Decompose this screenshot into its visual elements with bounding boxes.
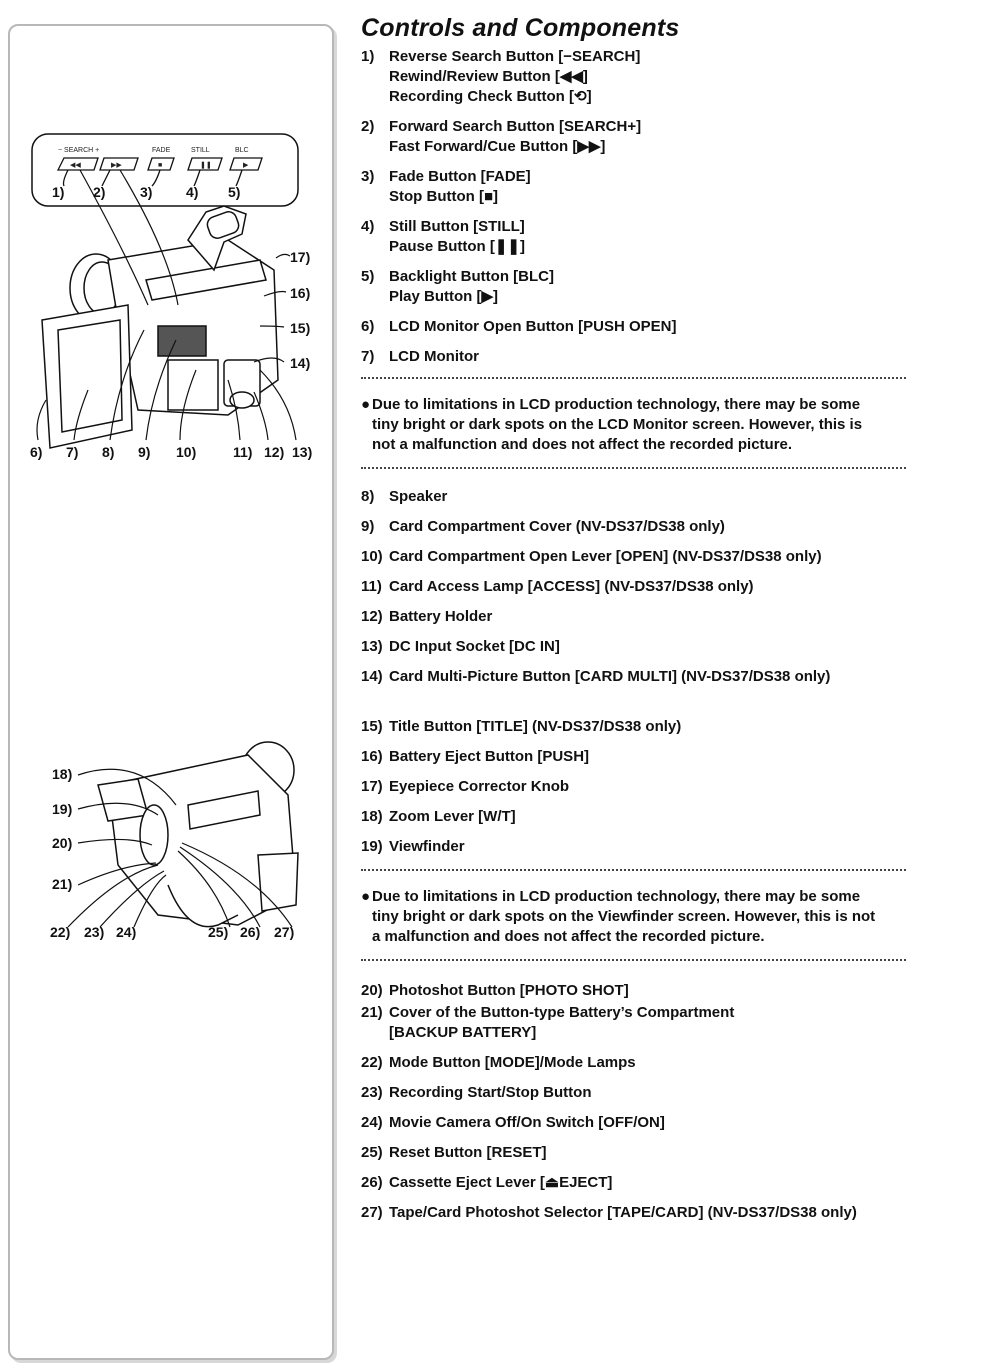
button-glyph-ff: ▶▶ (111, 162, 122, 169)
panel-label-fade: FADE (152, 147, 171, 154)
panel-label-search: − SEARCH + (58, 147, 100, 154)
panel-label-still: STILL (191, 147, 210, 154)
callout-22: 22) (50, 924, 71, 940)
callout-9: 9) (138, 444, 151, 460)
list-item: 12) Battery Holder (361, 608, 493, 625)
callout-21: 21) (52, 876, 73, 892)
list-item: 4) Still Button [STILL] Pause Button [❚❚] (361, 218, 525, 255)
callout-24: 24) (116, 924, 137, 940)
callout-5: 5) (228, 184, 241, 200)
list-item: 27) Tape/Card Photoshot Selector [TAPE/CARD] (NV-DS37/DS38 only) (361, 1204, 857, 1221)
button-glyph-stop: ■ (158, 162, 163, 169)
list-item: 22) Mode Button [MODE]/Mode Lamps (361, 1054, 636, 1071)
callout-18: 18) (52, 766, 73, 782)
list-item: 13) DC Input Socket [DC IN] (361, 638, 560, 655)
callout-11: 11) (233, 444, 253, 460)
list-item: 15) Title Button [TITLE] (NV-DS37/DS38 only) (361, 718, 682, 735)
callout-26: 26) (240, 924, 261, 940)
list-item: 18) Zoom Lever [W/T] (361, 808, 516, 825)
list-item: 9) Card Compartment Cover (NV-DS37/DS38 only) (361, 518, 725, 535)
button-glyph-rewind: ◀◀ (70, 162, 81, 169)
callout-20: 20) (52, 835, 73, 851)
callout-25: 25) (208, 924, 229, 940)
callout-8: 8) (102, 444, 115, 460)
list-item: 21) Cover of the Button-type Battery’s Compartment [BACKUP BATTERY] (361, 1004, 735, 1041)
callout-7: 7) (66, 444, 79, 460)
list-item: 20) Photoshot Button [PHOTO SHOT] (361, 982, 629, 999)
list-item: 26) Cassette Eject Lever [⏏EJECT] (361, 1174, 613, 1191)
camcorder-rear-figure (48, 735, 318, 950)
list-item: 1) Reverse Search Button [−SEARCH] Rewind/Review Button [◀◀] Recording Check Button [⟲] (361, 48, 641, 105)
page-title: Controls and Components (361, 14, 680, 42)
lcd-note: ● Due to limitations in LCD production technology, there may be some tiny bright or dark spots on the LCD Monitor screen. However, this is not a malfunction and does not affect the recorded picture. (361, 396, 863, 453)
callout-17: 17) (290, 249, 311, 265)
list-item: 8) Speaker (361, 488, 448, 505)
viewfinder-note: ● Due to limitations in LCD production technology, there may be some tiny bright or dark spots on the Viewfinder screen. However, this is not a malfunction and does not affect the recorded picture. (361, 888, 876, 945)
panel-label-blc: BLC (235, 147, 249, 154)
bullet-icon: ● (361, 396, 371, 413)
list-item: 17) Eyepiece Corrector Knob (361, 778, 570, 795)
callout-6: 6) (30, 444, 43, 460)
callout-10: 10) (176, 444, 197, 460)
list-item: 19) Viewfinder (361, 838, 465, 855)
list-item: 11) Card Access Lamp [ACCESS] (NV-DS37/DS38 only) (361, 578, 754, 595)
callout-1: 1) (52, 184, 65, 200)
list-item: 24) Movie Camera Off/On Switch [OFF/ON] (361, 1114, 665, 1131)
text-column (361, 14, 906, 1223)
list-item: 16) Battery Eject Button [PUSH] (361, 748, 590, 765)
bullet-icon: ● (361, 888, 371, 905)
callout-23: 23) (84, 924, 105, 940)
callout-16: 16) (290, 285, 311, 301)
list-item: 23) Recording Start/Stop Button (361, 1084, 592, 1101)
list-item: 6) LCD Monitor Open Button [PUSH OPEN] (361, 318, 677, 335)
list-item: 10) Card Compartment Open Lever [OPEN] (NV-DS37/DS38 only) (361, 548, 822, 565)
button-glyph-pause: ❚❚ (200, 162, 212, 169)
callout-2: 2) (93, 184, 106, 200)
callout-19: 19) (52, 801, 73, 817)
camcorder-side-figure (28, 130, 328, 470)
callout-12: 12) (264, 444, 285, 460)
list-item: 5) Backlight Button [BLC] Play Button [▶] (361, 268, 554, 305)
callout-27: 27) (274, 924, 295, 940)
list-item: 2) Forward Search Button [SEARCH+] Fast Forward/Cue Button [▶▶] (361, 118, 642, 155)
speaker-grille (158, 326, 206, 356)
callout-3: 3) (140, 184, 153, 200)
list-item: 3) Fade Button [FADE] Stop Button [■] (361, 168, 531, 205)
callout-4: 4) (186, 184, 199, 200)
list-item: 25) Reset Button [RESET] (361, 1144, 547, 1161)
callout-13: 13) (292, 444, 313, 460)
button-glyph-play: ▶ (243, 162, 249, 169)
list-item: 14) Card Multi-Picture Button [CARD MULTI] (NV-DS37/DS38 only) (361, 668, 831, 685)
callout-15: 15) (290, 320, 311, 336)
callout-14: 14) (290, 355, 311, 371)
list-item: 7) LCD Monitor (361, 348, 479, 365)
